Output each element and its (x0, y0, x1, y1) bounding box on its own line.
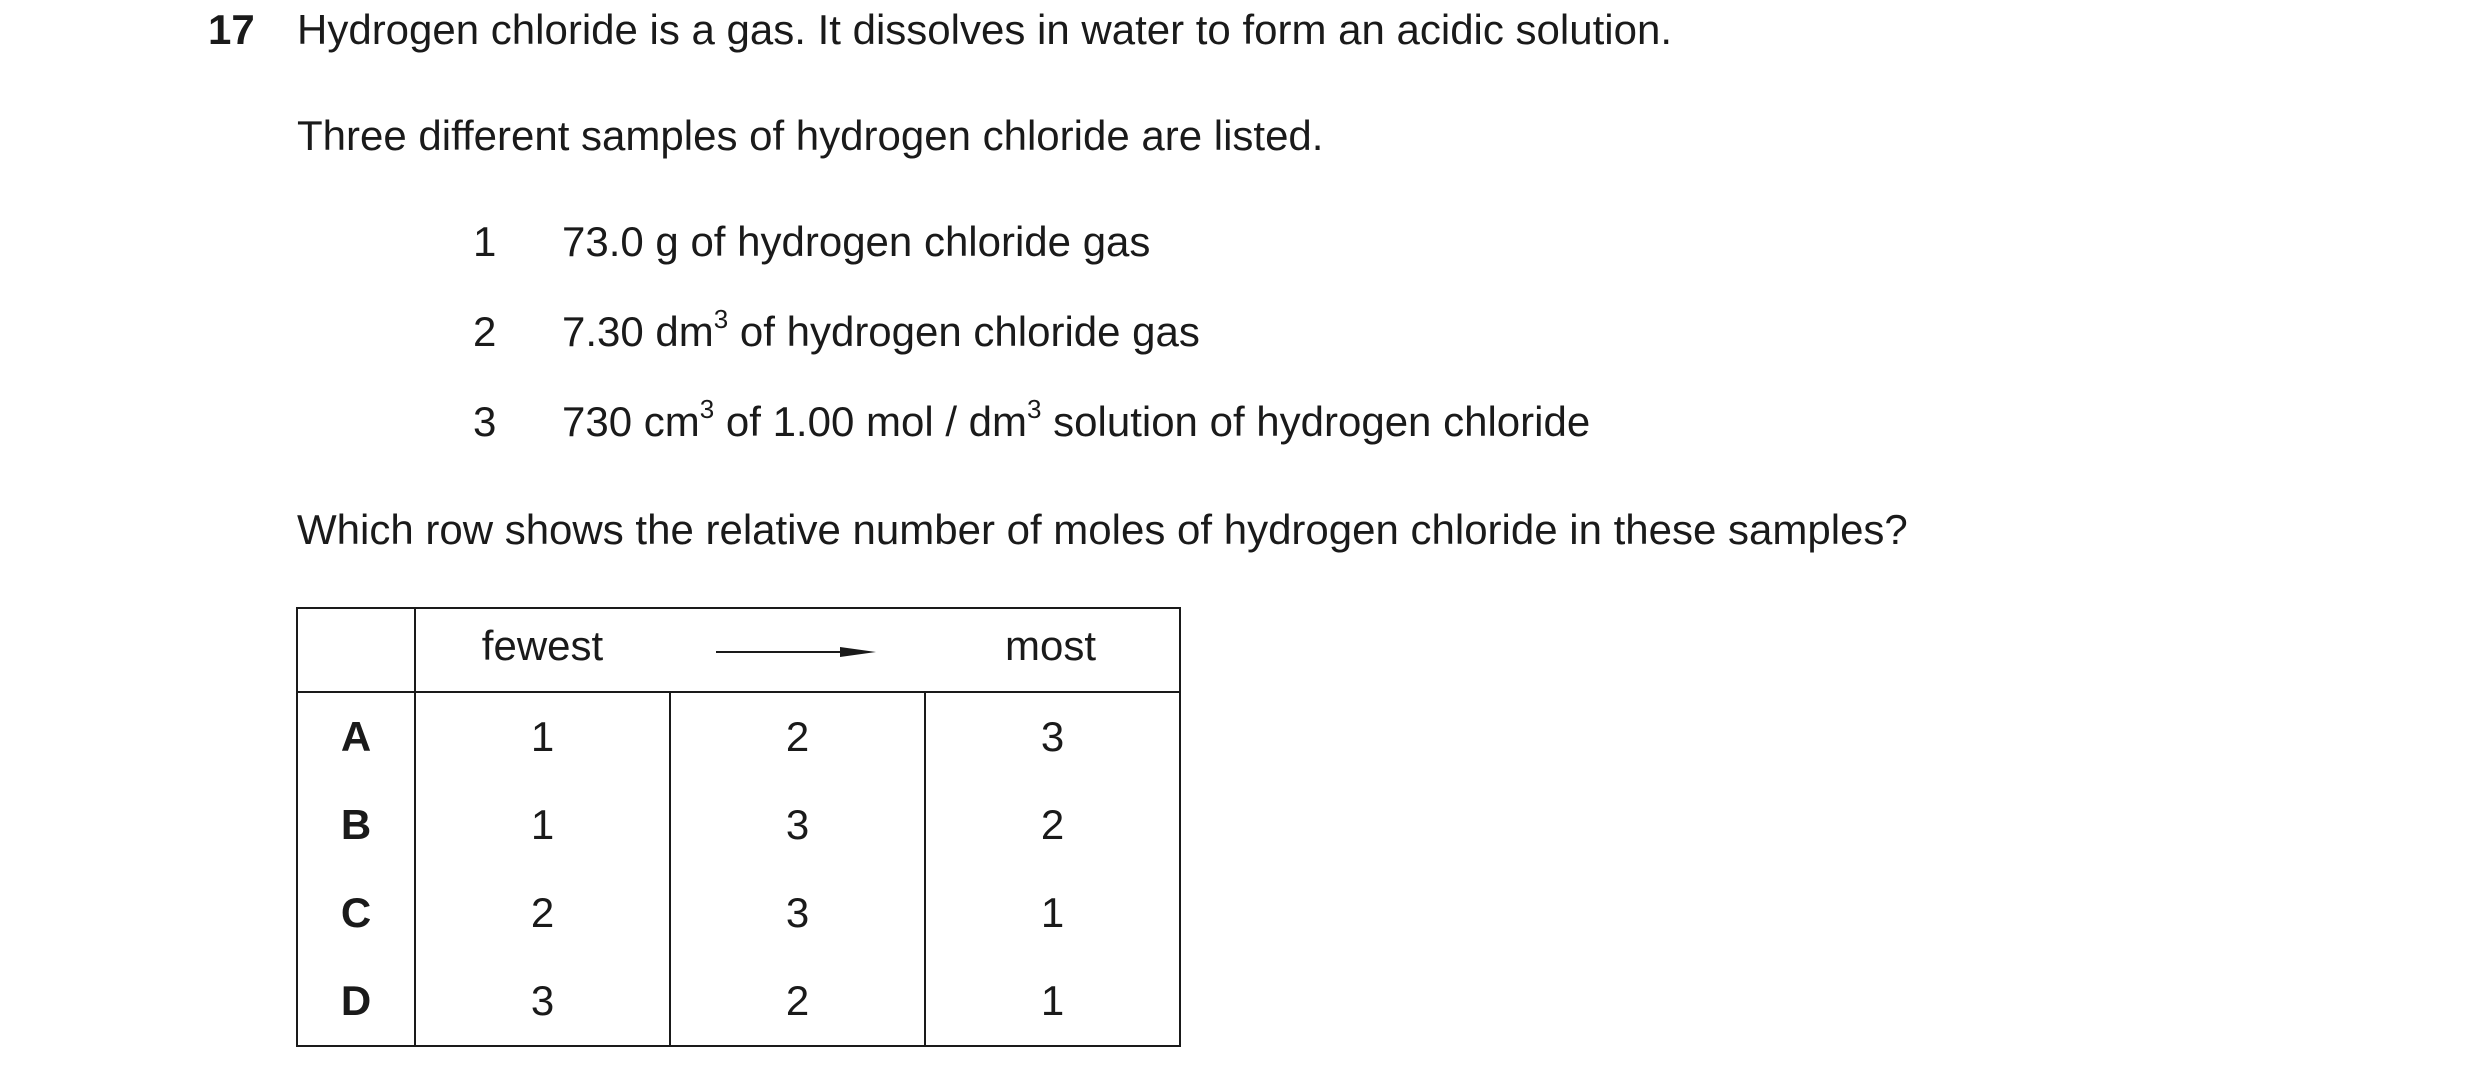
table-cell: 2 (415, 869, 670, 957)
table-cell: 3 (670, 781, 925, 869)
table-cell: 2 (670, 692, 925, 781)
question-number: 17 (208, 6, 255, 53)
table-cell: 2 (925, 781, 1180, 869)
sample-text: 7.30 $dm^3$ of hydrogen chloride gas (562, 304, 1200, 355)
table-header-row (297, 608, 1180, 692)
table-cell: 1 (415, 781, 670, 869)
header-most: most (1004, 622, 1096, 669)
answer-table (296, 607, 1181, 1047)
question-prompt: Which row shows the relative number of moles of hydrogen chloride in these samples? (297, 506, 1908, 553)
question-intro: Hydrogen chloride is a gas. It dissolves in water to form an acidic solution. (297, 6, 1672, 53)
right-arrow-icon (716, 647, 876, 657)
table-cell: 3 (925, 692, 1180, 781)
table-row (297, 692, 1180, 781)
table-row (297, 869, 1180, 957)
sample-text: 730 $cm^3$ of 1.00 mol / $dm^3$ solution of hydrogen chloride (562, 394, 1591, 445)
table-cell: 1 (415, 692, 670, 781)
table-cell: 3 (670, 869, 925, 957)
sample-number: 3 (473, 398, 497, 445)
row-letter: A (297, 692, 415, 781)
table-cell: 1 (925, 957, 1180, 1046)
row-letter: C (297, 869, 415, 957)
table-row (297, 957, 1180, 1046)
row-letter: B (297, 781, 415, 869)
sample-number: 2 (473, 308, 497, 355)
table-cell: 1 (925, 869, 1180, 957)
sample-number: 1 (473, 218, 497, 265)
table-cell: 3 (415, 957, 670, 1046)
samples-intro: Three different samples of hydrogen chloride are listed. (297, 112, 1324, 159)
table-cell: 2 (670, 957, 925, 1046)
table-row (297, 781, 1180, 869)
header-fewest: fewest (481, 622, 604, 669)
row-letter: D (297, 957, 415, 1046)
sample-text: 73.0 g of hydrogen chloride gas (562, 218, 1151, 265)
